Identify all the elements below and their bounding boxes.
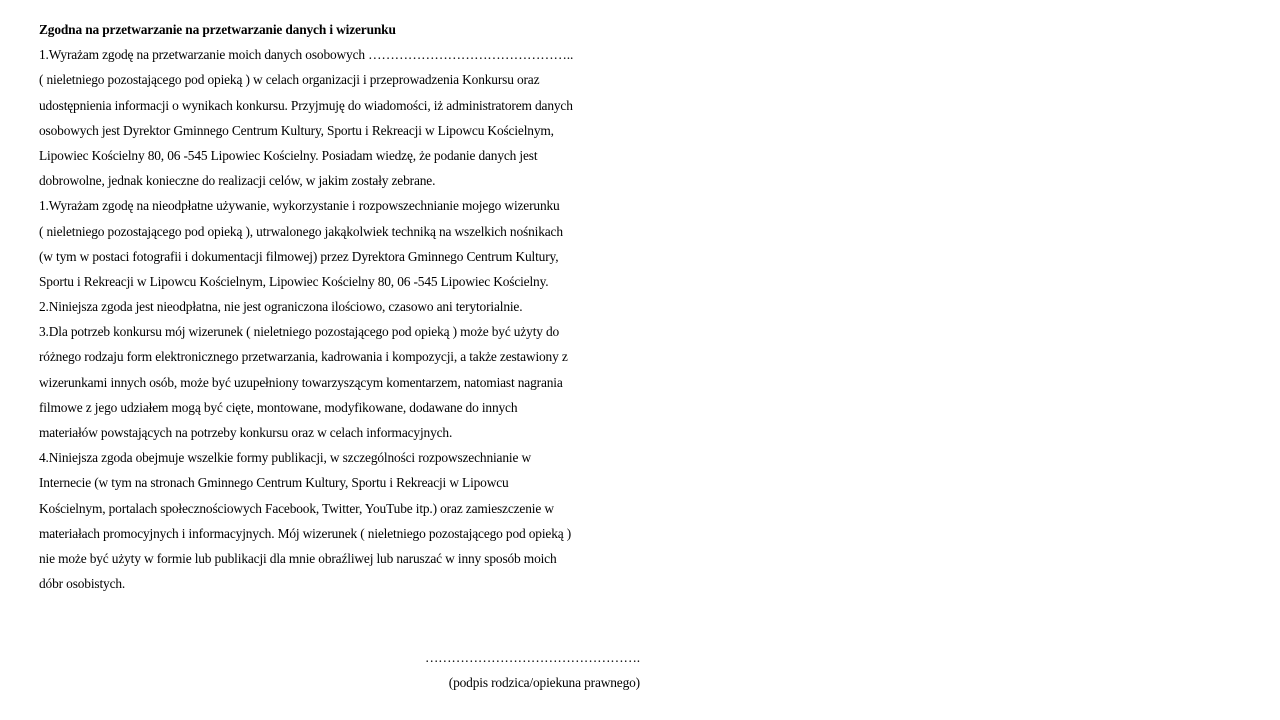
consent-document [39,17,649,596]
text-line: 3.Dla potrzeb konkursu mój wizerunek ( nieletniego pozostającego pod opieką ) może być użyty do [39,324,560,340]
signature-line: …………………………………………. [424,650,640,665]
text-line: różnego rodzaju form elektronicznego przetwarzania, kadrowania i kompozycji, a także zestawiony z [39,349,568,365]
text-line: Internecie (w tym na stronach Gminnego Centrum Kultury, Sportu i Rekreacji w Lipowcu [39,475,509,491]
text-line: materiałów powstających na potrzeby konkursu oraz w celach informacyjnych. [39,425,453,440]
text-line: (w tym w postaci fotografii i dokumentacji filmowej) przez Dyrektora Gminnego Centrum Kultury, [39,248,559,264]
text-line: Lipowiec Kościelny 80, 06 -545 Lipowiec Kościelny. Posiadam wiedzę, że podanie danych jest [39,147,538,163]
document-title: Zgodna na przetwarzanie na przetwarzanie danych i wizerunku [39,22,396,37]
text-line: Sportu i Rekreacji w Lipowcu Kościelnym, Lipowiec Kościelny 80, 06 -545 Lipowiec Kościelny. [39,273,549,289]
text-line: Kościelnym, portalach społecznościowych Facebook, Twitter, YouTube itp.) oraz zamieszczenie w [39,500,554,516]
text-line: materiałach promocyjnych i informacyjnych. Mój wizerunek ( nieletniego pozostającego pod opieką ) [39,525,572,541]
text-line: 1.Wyrażam zgodę na przetwarzanie moich danych osobowych ……………………………………….. [39,47,574,63]
text-line: 2.Niniejsza zgoda jest nieodpłatna, nie jest ograniczona ilościowo, czasowo ani terytorialnie. [39,299,523,315]
text-line: nie może być użyty w formie lub publikacji dla mnie obraźliwej lub naruszać w inny sposób moich [39,550,557,566]
text-line: filmowe z jego udziałem mogą być cięte, montowane, modyfikowane, dodawane do innych [39,399,518,415]
text-line: osobowych jest Dyrektor Gminnego Centrum Kultury, Sportu i Rekreacji w Lipowcu Kościelnym, [39,122,554,138]
signature-block [425,645,640,695]
text-line: dobrowolne, jednak konieczne do realizacji celów, w jakim zostały zebrane. [39,173,436,189]
text-line: wizerunkami innych osób, może być uzupełniony towarzyszącym komentarzem, natomiast nagrania [39,374,563,390]
text-line: dóbr osobistych. [39,576,126,592]
text-line: 4.Niniejsza zgoda obejmuje wszelkie formy publikacji, w szczególności rozpowszechnianie w [39,450,531,466]
text-line: ( nieletniego pozostającego pod opieką ), utrwalonego jakąkolwiek techniką na wszelkich nośnikach [39,223,563,239]
text-line: ( nieletniego pozostającego pod opieką ) w celach organizacji i przeprowadzenia Konkursu oraz [39,72,540,88]
text-line: 1.Wyrażam zgodę na nieodpłatne używanie, wykorzystanie i rozpowszechnianie mojego wizerunku [39,198,560,214]
text-line: udostępnienia informacji o wynikach konkursu. Przyjmuję do wiadomości, iż administratorem danych [39,97,573,113]
signature-label: (podpis rodzica/opiekuna prawnego) [448,675,640,690]
